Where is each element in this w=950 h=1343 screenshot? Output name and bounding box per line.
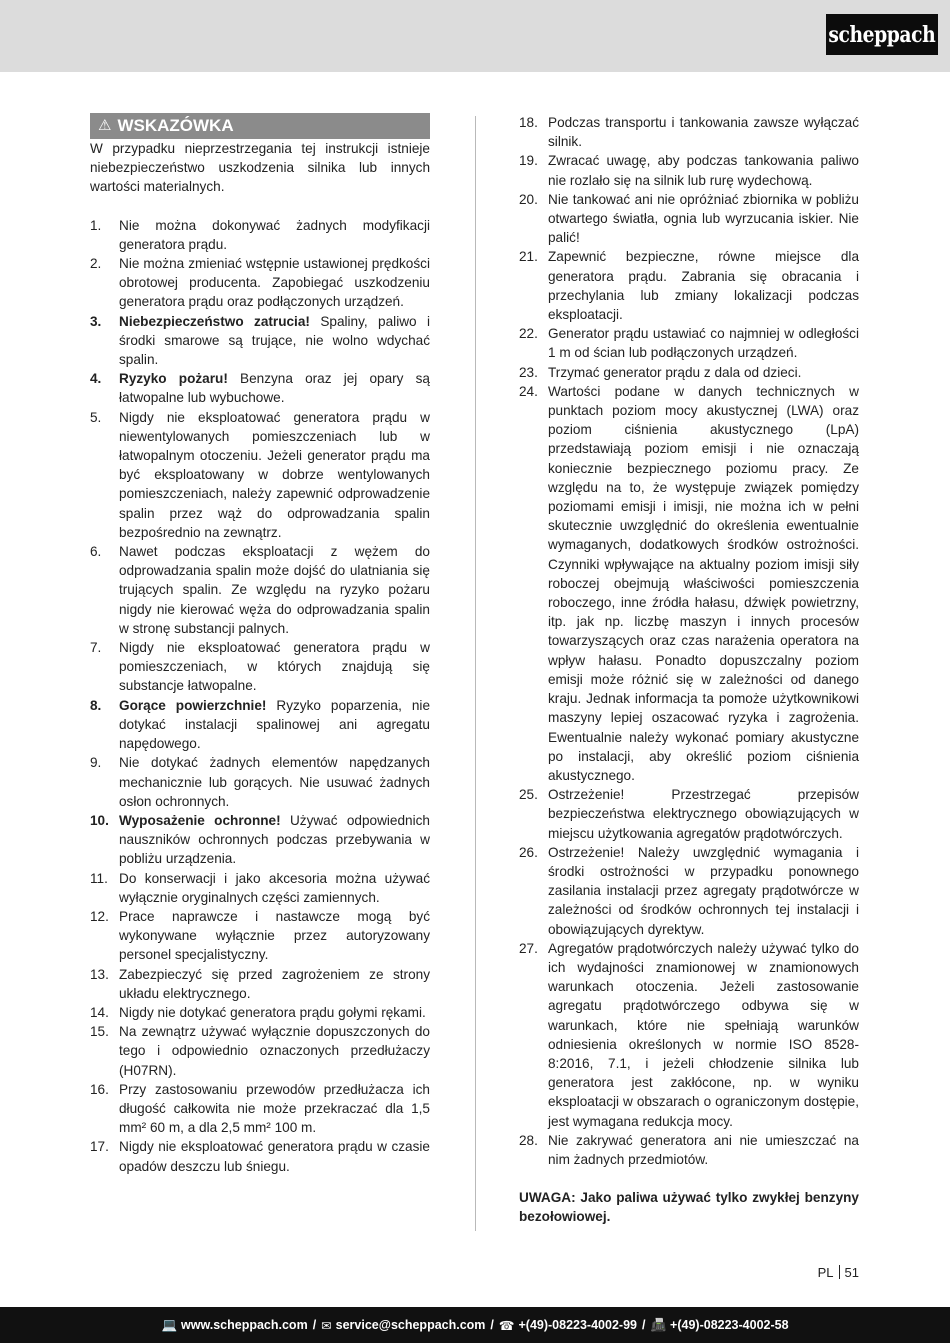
list-item xyxy=(90,1137,430,1175)
item-number: 4. xyxy=(90,371,102,387)
item-number: 17. xyxy=(90,1139,109,1155)
item-text: Generator prądu ustawiać co najmniej w odległości 1 m od ścian lub podłączonych urządzeń. xyxy=(548,326,859,361)
list-item xyxy=(90,312,430,370)
page-separator xyxy=(839,1265,840,1279)
list-item xyxy=(519,363,859,382)
hint-header xyxy=(90,113,430,139)
item-text: Podczas transportu i tankowania zawsze wyłączać silnik. xyxy=(548,115,859,150)
item-number: 18. xyxy=(519,115,538,130)
item-number: 3. xyxy=(90,313,102,329)
list-item xyxy=(90,811,430,869)
item-text: Ostrzeżenie! Należy uwzględnić wymagania i środki ostrożności w przypadku ponownego zasilania instalacji przez agregaty prądotwórcze w zależności od środków ochronnych tej instalacji i obowiązujących dyrektyw. xyxy=(548,844,859,937)
list-item xyxy=(519,151,859,189)
item-number: 11. xyxy=(90,870,108,886)
item-number: 8. xyxy=(90,697,102,713)
item-number: 22. xyxy=(519,326,538,342)
item-number: 27. xyxy=(519,940,538,956)
list-item xyxy=(519,382,859,785)
list-item xyxy=(90,1003,430,1022)
item-number: 21. xyxy=(519,249,538,265)
item-text: Nigdy nie eksploatować generatora prądu w czasie opadów deszczu lub śniegu. xyxy=(119,1139,430,1174)
item-text: Nie zakrywać generatora ani nie umieszczać na nim żadnych przedmiotów. xyxy=(548,1132,859,1167)
list-item xyxy=(90,907,430,965)
footer-phone[interactable]: +(49)-08223-4002-99 xyxy=(518,1318,637,1332)
item-number: 2. xyxy=(90,256,102,272)
footer-mail[interactable]: service@scheppach.com xyxy=(335,1318,486,1332)
right-column xyxy=(519,113,859,1240)
item-number: 19. xyxy=(519,153,538,169)
item-number: 14. xyxy=(90,1004,109,1020)
item-number: 9. xyxy=(90,755,102,771)
phone-icon: ☎ xyxy=(498,1318,515,1333)
item-number: 15. xyxy=(90,1024,109,1040)
item-number: 1. xyxy=(90,217,102,233)
list-item xyxy=(90,216,430,254)
item-text: Zwracać uwagę, aby podczas tankowania paliwo nie rozlało się na silnik lub rurę wydechową. xyxy=(548,153,859,188)
left-column xyxy=(90,113,430,1176)
list-item xyxy=(90,542,430,638)
list-item xyxy=(90,965,430,1003)
item-text: Nigdy nie dotykać generatora prądu gołymi rękami. xyxy=(119,1004,426,1020)
list-item xyxy=(519,939,859,1131)
item-text: Wartości podane w danych technicznych w punktach poziom mocy akustycznej (LWA) oraz poziom ciśnienia akustycznego (LpA) przedstawiają poziom emisji i nie oznaczają koniecznie bezpiecznego poziomu pracy. Ze względu na to, że występuje związek pomiędzy poziomami emisji i imisji, nie można ich w pełni skutecznie uwzględnić do określenia ewentualnie wymaganych, dodatkowych środków ostrożności. Czynniki wpływające na aktualny poziom imisji siły roboczej obejmują właściwości pomieszczenia roboczego, inne źródła hałasu, dźwięk powietrzny, itp. jak np. liczbę maszyn i innych procesów towarzyszących oraz czas narażenia operatora na wpływ hałasu. Ponadto dopuszczalny poziom emisji może różnić się w zależności od danego kraju. Jednak informacja ta pomoże użytkownikowi maszyny lepiej oszacować ryzyka i zagrożenia. Ewentualnie należy wykonać pomiary akustyczne po instalacji, aby określić poziom ciśnienia akustycznego. xyxy=(548,383,859,783)
list-item xyxy=(90,408,430,542)
item-text: Nie można dokonywać żadnych modyfikacji generatora prądu. xyxy=(119,217,430,252)
list-item xyxy=(90,638,430,696)
item-text: Nie tankować ani nie opróżniać zbiornika w pobliżu otwartego światła, ognia lub wyrzucania iskier. Nie palić! xyxy=(548,191,859,246)
item-text: Benzyna oraz jej opary są łatwopalne lub wybuchowe. xyxy=(119,371,430,406)
list-item xyxy=(90,869,430,907)
item-number: 5. xyxy=(90,409,102,425)
item-text: Nigdy nie eksploatować generatora prądu w niewentylowanych pomieszczeniach lub w łatwopalnym otoczeniu. Jeżeli generator prądu ma być eksploatowany w dobrze wentylowanych pomieszczeniach, należy zapewnić odprowadzenie spalin przez wąż do odprowadzania spalin bezpośrednio na zewnątrz. xyxy=(119,409,430,540)
item-number: 16. xyxy=(90,1081,109,1097)
list-item xyxy=(90,696,430,754)
item-emphasis: Wyposażenie ochronne! xyxy=(119,812,281,828)
item-text: Używać odpowiednich nauszników ochronnych podczas przebywania w pobliżu urządzenia. xyxy=(119,812,430,867)
item-emphasis: Ryzyko pożaru! xyxy=(119,371,228,387)
item-number: 20. xyxy=(519,191,538,207)
list-item xyxy=(519,785,859,843)
item-text: Ostrzeżenie! Przestrzegać przepisów bezpieczeństwa elektrycznego obowiązujących w miejscu użytkowania agregatów prądotwórczych. xyxy=(548,787,859,841)
item-emphasis: Niebezpieczeństwo zatrucia! xyxy=(119,313,310,329)
header-band xyxy=(0,0,950,72)
item-number: 12. xyxy=(90,908,109,924)
item-number: 26. xyxy=(519,844,538,860)
item-emphasis: Gorące powierzchnie! xyxy=(119,697,267,713)
footer-separator: / xyxy=(312,1318,317,1332)
page-number xyxy=(818,1265,859,1280)
item-text: Nawet podczas eksploatacji z wężem do odprowadzania spalin może dojść do ulatniania się trujących spalin. Ze względu na ryzyko pożaru nigdy nie kierować węża do odprowadzania spalin w stronę substancji palnych. xyxy=(119,544,430,636)
mail-icon: ✉ xyxy=(321,1318,332,1333)
footer-separator: / xyxy=(641,1318,646,1332)
computer-icon: 💻 xyxy=(161,1317,178,1332)
hint-text: W przypadku nieprzestrzegania tej instrukcji istnieje niebezpieczeństwo uszkodzenia silnika lub innych wartości materialnych. xyxy=(90,141,430,195)
item-text: Ryzyko poparzenia, nie dotykać instalacji spalinowej ani agregatu napędowego. xyxy=(119,697,431,752)
list-item xyxy=(90,1080,430,1138)
item-number: 13. xyxy=(90,966,109,982)
list-item xyxy=(519,843,859,939)
item-text: Nigdy nie eksploatować generatora prądu w pomieszczeniach, w których znajdują się substancje łatwopalne. xyxy=(119,640,430,694)
fuel-note: UWAGA: Jako paliwa używać tylko zwykłej benzyny bezołowiowej. xyxy=(519,1190,859,1225)
page-lang: PL xyxy=(817,1265,834,1280)
list-item xyxy=(90,369,430,407)
item-text: Do konserwacji i jako akcesoria można używać wyłącznie oryginalnych części zamiennych. xyxy=(119,870,430,905)
list-item xyxy=(519,1131,859,1169)
item-number: 23. xyxy=(519,364,538,380)
item-text: Na zewnątrz używać wyłącznie dopuszczonych do tego i odpowiednio oznaczonych przedłużaczy (H07RN). xyxy=(119,1024,430,1078)
list-item xyxy=(519,247,859,324)
list-item xyxy=(90,753,430,811)
page-number-value: 51 xyxy=(844,1265,859,1280)
list-item xyxy=(90,1022,430,1080)
footer-fax[interactable]: +(49)-08223-4002-58 xyxy=(670,1318,789,1332)
contact-footer xyxy=(0,1307,950,1343)
column-divider xyxy=(475,116,476,1231)
list-item xyxy=(519,190,859,248)
warning-triangle-icon: ⚠ xyxy=(98,117,112,135)
item-text: Przy zastosowaniu przewodów przedłużacza ich długość całkowita nie może przekraczać dla 1,5 mm² 60 m, a dla 2,5 mm² 100 m. xyxy=(119,1081,430,1136)
item-number: 28. xyxy=(519,1132,538,1148)
item-text: Zapewnić bezpieczne, równe miejsce dla generatora prądu. Zabrania się obracania i przechylania lub zmiany lokalizacji podczas eksploatacji. xyxy=(548,249,859,323)
item-number: 6. xyxy=(90,544,102,560)
item-text: Zabezpieczyć się przed zagrożeniem ze strony układu elektrycznego. xyxy=(119,966,430,1001)
footer-web[interactable]: www.scheppach.com xyxy=(181,1318,308,1332)
item-text: Nie dotykać żadnych elementów napędzanych mechanicznie lub gorących. Nie usuwać żadnych osłon ochronnych. xyxy=(119,755,430,809)
hint-title: WSKAZÓWKA xyxy=(117,116,234,136)
footer-separator: / xyxy=(490,1318,494,1332)
item-number: 24. xyxy=(519,383,538,399)
safety-list-left xyxy=(90,216,430,1176)
safety-list-right xyxy=(519,113,859,1169)
fax-icon: 📠 xyxy=(650,1317,667,1332)
item-number: 10. xyxy=(90,812,109,828)
item-text: Agregatów prądotwórczych należy używać tylko do ich wydajności znamionowej w znamionowych warunkach otoczenia. Jeżeli zastosowanie agregatu prądotwórczego odbywa się w warunkach, które nie spełniają warunków odniesienia określonych w normie ISO 8528-8:2016, 7.1, i jeżeli chłodzenie silnika lub generatora jest zakłócone, np. w wyniku eksploatacji w obszarach o ograniczonym dostępie, jest wymagana redukcja mocy. xyxy=(548,940,859,1129)
list-item xyxy=(519,113,859,151)
list-item xyxy=(519,324,859,362)
brand-logo: scheppach xyxy=(826,14,938,55)
item-number: 7. xyxy=(90,640,102,656)
item-text: Nie można zmieniać wstępnie ustawionej prędkości obrotowej producenta. Zapobiegać uszkodzeniu generatora prądu oraz podłączonych urządzeń. xyxy=(119,256,430,310)
item-text: Trzymać generator prądu z dala od dzieci. xyxy=(548,364,802,380)
item-text: Spaliny, paliwo i środki smarowe są trujące, nie wolno wdychać spalin. xyxy=(119,313,430,368)
list-item xyxy=(90,254,430,312)
item-number: 25. xyxy=(519,787,538,803)
item-text: Prace naprawcze i nastawcze mogą być wykonywane wyłącznie przez autoryzowany personel specjalistyczny. xyxy=(119,908,430,963)
